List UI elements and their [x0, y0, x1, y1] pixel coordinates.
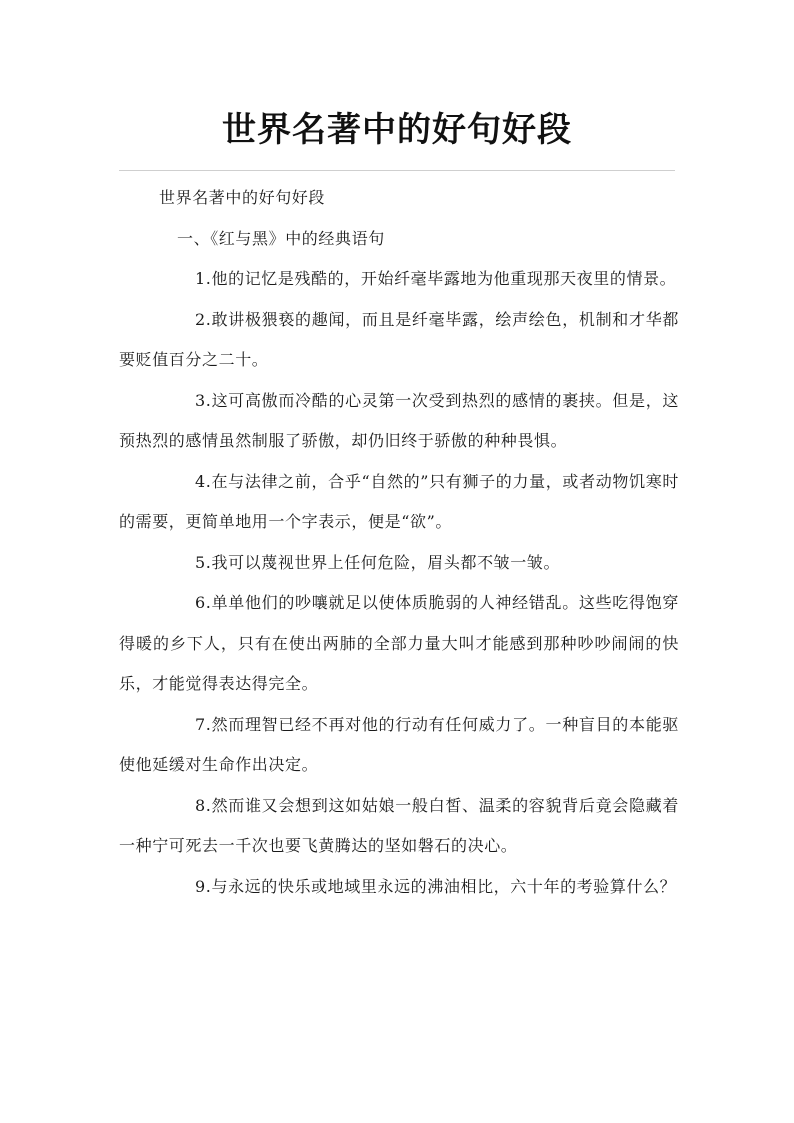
- quote-item: 4.在与法律之前，合乎“自然的”只有狮子的力量，或者动物饥寒时的需要，更简单地用一个字表示，便是“欲”。: [119, 471, 679, 531]
- title-divider: [119, 170, 675, 171]
- document-body: [119, 178, 679, 907]
- quote-item: 1.他的记忆是残酷的，开始纤毫毕露地为他重现那天夜里的情景。: [195, 269, 677, 288]
- quote-item: 9.与永远的快乐或地域里永远的沸油相比，六十年的考验算什么？: [195, 876, 677, 896]
- document-title: 世界名著中的好句好段: [222, 110, 572, 150]
- quote-item: 2.敢讲极猥亵的趣闻，而且是纤毫毕露，绘声绘色，机制和才华都要贬值百分之二十。: [119, 309, 679, 369]
- quote-item: 8.然而谁又会想到这如姑娘一般白皙、温柔的容貌背后竟会隐藏着一种宁可死去一千次也要飞黄腾达的坚如磐石的决心。: [119, 795, 679, 855]
- quote-item: 3.这可高傲而冷酷的心灵第一次受到热烈的感情的裹挟。但是，这预热烈的感情虽然制服了骄傲，却仍旧终于骄傲的种种畏惧。: [119, 390, 679, 450]
- quote-item: 5.我可以蔑视世界上任何危险，眉头都不皱一皱。: [195, 552, 561, 572]
- quote-item: 7.然而理智已经不再对他的行动有任何威力了。一种盲目的本能驱使他延缓对生命作出决定。: [119, 714, 679, 774]
- section-heading: 一、《红与黑》中的经典语句: [177, 228, 385, 248]
- quote-item: 6.单单他们的吵嚷就足以使体质脆弱的人神经错乱。这些吃得饱穿得暖的乡下人，只有在使出两肺的全部力量大叫才能感到那种吵吵闹闹的快乐，才能觉得表达得完全。: [119, 593, 679, 693]
- document-subtitle: 世界名著中的好句好段: [159, 188, 326, 207]
